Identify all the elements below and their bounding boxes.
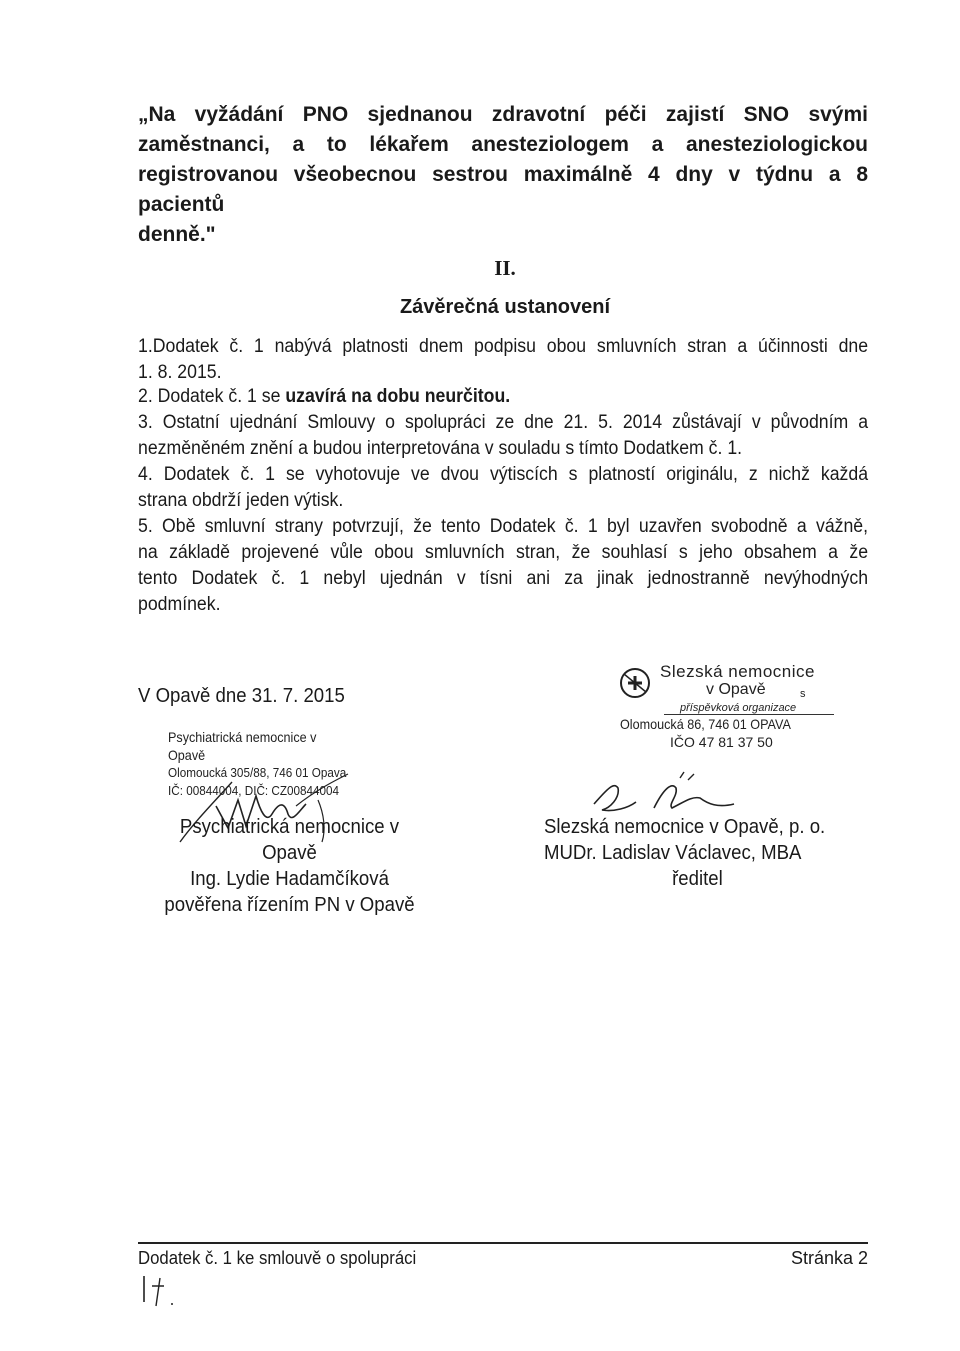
clause-1 — [138, 334, 868, 386]
hospital-logo-icon — [618, 666, 652, 700]
quote-line: denně." — [138, 223, 216, 246]
clause-2-prefix: 2. Dodatek č. 1 se — [138, 386, 286, 407]
clause-4 — [138, 462, 868, 514]
signatory-person: Ing. Lydie Hadamčíková — [190, 868, 389, 890]
stamp-city: v Opavě — [706, 681, 766, 698]
clause-line: nezměněném znění a budou interpretována v souladu s tímto Dodatkem č. 1. — [138, 438, 743, 459]
quote-line: „Na vyžádání PNO sjednanou zdravotní péči zajistí SNO svými — [138, 103, 868, 126]
handwritten-page-mark-icon — [140, 1272, 180, 1312]
signatory-org: Slezská nemocnice v Opavě, p. o. — [544, 816, 826, 838]
quoted-amendment-text — [138, 100, 868, 250]
quote-line: registrovanou všeobecnou sestrou maximálně 4 dny v týdnu a 8 pacientů — [138, 163, 868, 216]
stamp-line: Psychiatrická nemocnice v Opavě — [168, 729, 317, 763]
footer-page-number: Stránka 2 — [790, 1248, 868, 1268]
signatory-right — [544, 814, 842, 892]
clause-2-bold: uzavírá na dobu neurčitou. — [285, 386, 511, 407]
quote-line: zaměstnanci, a to lékařem anesteziologem a anesteziologickou — [138, 133, 868, 156]
footer-divider — [138, 1242, 868, 1244]
clause-line: 1.Dodatek č. 1 nabývá platnosti dnem podpisu obou smluvních stran a účinnosti dne — [138, 336, 869, 357]
clause-line: 5. Obě smluvní strany potvrzují, že tento Dodatek č. 1 byl uzavřen svobodně a vážně, — [138, 516, 869, 537]
stamp-address: Olomoucká 86, 746 01 OPAVA — [620, 716, 791, 732]
clause-line: 1. 8. 2015. — [138, 362, 222, 383]
clause-line: tento Dodatek č. 1 nebyl ujednán v tísni ani za jinak jednostranně nevýhodných — [138, 568, 869, 589]
date-line: V Opavě dne 31. 7. 2015 — [138, 685, 345, 707]
clause-2 — [138, 384, 868, 410]
stamp-type: příspěvková organizace — [680, 702, 797, 714]
signatory-role: ředitel — [672, 868, 723, 890]
stamp-line: IČ: 00844004, DIČ: CZ00844004 — [168, 783, 340, 798]
stamp-s: s — [800, 688, 806, 700]
clause-3 — [138, 410, 868, 462]
stamp-line: Olomoucká 305/88, 746 01 Opava — [168, 765, 347, 780]
stamp-psychiatric-hospital — [168, 728, 348, 800]
stamp-rule — [664, 714, 834, 715]
clause-line: strana obdrží jeden výtisk. — [138, 490, 344, 511]
clause-line: 3. Ostatní ujednání Smlouvy o spolupráci ze dne 21. 5. 2014 zůstávají v původním a — [138, 412, 869, 433]
signatory-left — [150, 814, 429, 918]
signatory-org: Psychiatrická nemocnice v Opavě — [179, 816, 400, 864]
stamp-name: Slezská nemocnice — [660, 662, 815, 681]
clause-line: na základě projevené vůle obou smluvních stran, že souhlasí s jeho obsahem a že — [138, 542, 869, 563]
signatory-role: pověřena řízením PN v Opavě — [164, 894, 415, 916]
clause-line: podmínek. — [138, 594, 221, 615]
section-title: Závěrečná ustanovení — [399, 296, 611, 318]
footer-document-title: Dodatek č. 1 ke smlouvě o spolupráci — [138, 1248, 417, 1268]
signatory-person: MUDr. Ladislav Václavec, MBA — [544, 842, 802, 864]
section-number: II. — [494, 256, 516, 280]
clause-5 — [138, 514, 868, 618]
clause-line: 4. Dodatek č. 1 se vyhotovuje ve dvou výtiscích s platností originálu, z nichž každá — [138, 464, 869, 485]
stamp-ico: IČO 47 81 37 50 — [670, 734, 773, 750]
